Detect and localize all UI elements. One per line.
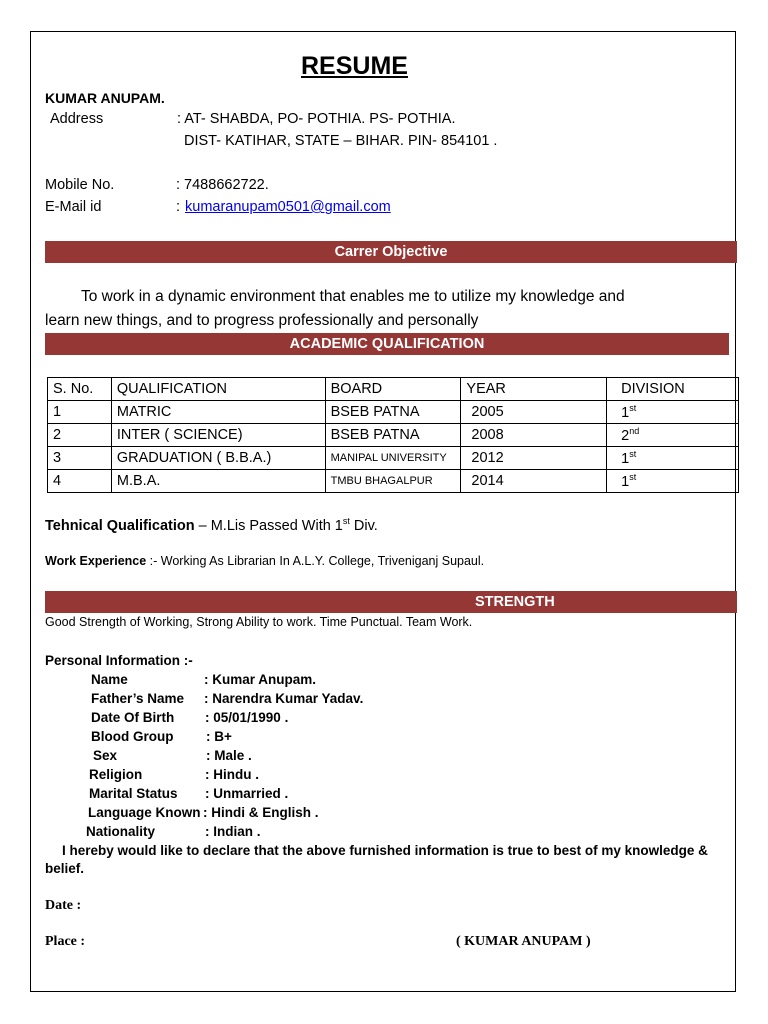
- technical-dash: –: [194, 517, 211, 534]
- column-header-division: DIVISION: [607, 378, 739, 401]
- technical-suffix: st: [342, 516, 350, 526]
- personal-nationality-value: : Indian .: [205, 824, 261, 839]
- address-label: Address: [50, 111, 104, 127]
- strength-header: [45, 591, 737, 613]
- academic-qualification-header: [45, 333, 729, 355]
- column-header-year: YEAR: [461, 378, 607, 401]
- career-objective-title: Carrer Objective: [334, 244, 448, 260]
- date-label: Date :: [45, 898, 82, 913]
- column-header-sno: S. No.: [48, 378, 112, 401]
- work-experience-text: :- Working As Librarian In A.L.Y. College, Triveniganj Supaul.: [146, 554, 485, 568]
- resume-page: [30, 31, 736, 992]
- cell-sno: 4: [48, 470, 112, 493]
- email-link[interactable]: kumaranupam0501@gmail.com: [185, 199, 391, 215]
- cell-qualification: GRADUATION ( B.B.A.): [111, 447, 325, 470]
- personal-nationality-label: Nationality: [86, 824, 156, 839]
- personal-dob-label: Date Of Birth: [91, 710, 175, 725]
- cell-division: [607, 470, 739, 493]
- work-experience: [45, 554, 484, 568]
- cell-division: [607, 401, 739, 424]
- personal-religion-value: : Hindu .: [205, 767, 259, 782]
- table-row: [48, 470, 739, 493]
- academic-qualification-title: ACADEMIC QUALIFICATION: [289, 336, 485, 352]
- column-header-qualification: QUALIFICATION: [111, 378, 325, 401]
- division-suffix: st: [629, 403, 637, 414]
- personal-father-label: Father’s Name: [91, 691, 185, 706]
- personal-language-value: : Hindi & English .: [203, 805, 319, 820]
- address-line-1: : AT- SHABDA, PO- POTHIA. PS- POTHIA.: [177, 111, 456, 127]
- cell-division: [607, 424, 739, 447]
- cell-board: BSEB PATNA: [325, 401, 461, 424]
- table-row: [48, 401, 739, 424]
- personal-info-heading: Personal Information :-: [45, 653, 193, 668]
- cell-qualification: M.B.A.: [111, 470, 325, 493]
- division-value: 1: [621, 404, 630, 421]
- candidate-name: KUMAR ANUPAM.: [45, 90, 165, 106]
- division-suffix: nd: [629, 426, 640, 437]
- personal-sex-value: : Male .: [206, 748, 252, 763]
- cell-sno: 1: [48, 401, 112, 424]
- cell-year: 2012: [461, 447, 607, 470]
- mobile-label: Mobile No.: [45, 177, 115, 193]
- mobile-value: : 7488662722.: [176, 177, 269, 193]
- career-objective-line-2: learn new things, and to progress professionally and personally: [45, 312, 479, 329]
- strength-title: STRENGTH: [475, 594, 555, 610]
- cell-board: TMBU BHAGALPUR: [325, 470, 461, 493]
- declaration-line-1: I hereby would like to declare that the above furnished information is true to best of my knowledge &: [62, 843, 708, 858]
- personal-language-label: Language Known: [88, 805, 201, 820]
- division-suffix: st: [629, 472, 637, 483]
- personal-name-label: Name: [91, 672, 128, 687]
- technical-qualification: [45, 516, 378, 534]
- column-header-board: BOARD: [325, 378, 461, 401]
- personal-blood-label: Blood Group: [91, 729, 174, 744]
- division-suffix: st: [629, 449, 637, 460]
- technical-tail: Div.: [349, 517, 378, 534]
- work-experience-label: Work Experience: [45, 554, 147, 568]
- cell-year: 2005: [461, 401, 607, 424]
- cell-sno: 2: [48, 424, 112, 447]
- personal-name-value: : Kumar Anupam.: [204, 672, 317, 687]
- cell-board: MANIPAL UNIVERSITY: [325, 447, 461, 470]
- cell-board: BSEB PATNA: [325, 424, 461, 447]
- cell-sno: 3: [48, 447, 112, 470]
- technical-qualification-label: Tehnical Qualification: [45, 517, 195, 534]
- career-objective-header: [45, 241, 737, 263]
- technical-qualification-text: M.Lis Passed With 1: [210, 517, 343, 534]
- cell-year: 2014: [461, 470, 607, 493]
- cell-qualification: MATRIC: [111, 401, 325, 424]
- cell-qualification: INTER ( SCIENCE): [111, 424, 325, 447]
- personal-marital-value: : Unmarried .: [205, 786, 289, 801]
- email-label: E-Mail id: [45, 199, 102, 215]
- resume-title: RESUME: [301, 52, 408, 80]
- table-header-row: [48, 378, 739, 401]
- table-row: [48, 447, 739, 470]
- academic-table: [47, 377, 739, 493]
- table-row: [48, 424, 739, 447]
- address-line-2: DIST- KATIHAR, STATE – BIHAR. PIN- 854101 .: [184, 133, 498, 149]
- personal-blood-value: : B+: [206, 729, 232, 744]
- division-value: 1: [621, 473, 630, 490]
- personal-religion-label: Religion: [89, 767, 143, 782]
- place-label: Place :: [45, 934, 86, 949]
- personal-father-value: : Narendra Kumar Yadav.: [204, 691, 364, 706]
- cell-year: 2008: [461, 424, 607, 447]
- declaration-line-2: belief.: [45, 861, 85, 876]
- career-objective-line-1: To work in a dynamic environment that enables me to utilize my knowledge and: [81, 288, 625, 305]
- strength-text: Good Strength of Working, Strong Ability to work. Time Punctual. Team Work.: [45, 615, 473, 629]
- signature-name: ( KUMAR ANUPAM ): [456, 934, 591, 949]
- email-colon: :: [176, 199, 181, 215]
- division-value: 1: [621, 450, 630, 467]
- personal-marital-label: Marital Status: [89, 786, 178, 801]
- cell-division: [607, 447, 739, 470]
- division-value: 2: [621, 427, 630, 444]
- personal-dob-value: : 05/01/1990 .: [205, 710, 289, 725]
- personal-sex-label: Sex: [93, 748, 118, 763]
